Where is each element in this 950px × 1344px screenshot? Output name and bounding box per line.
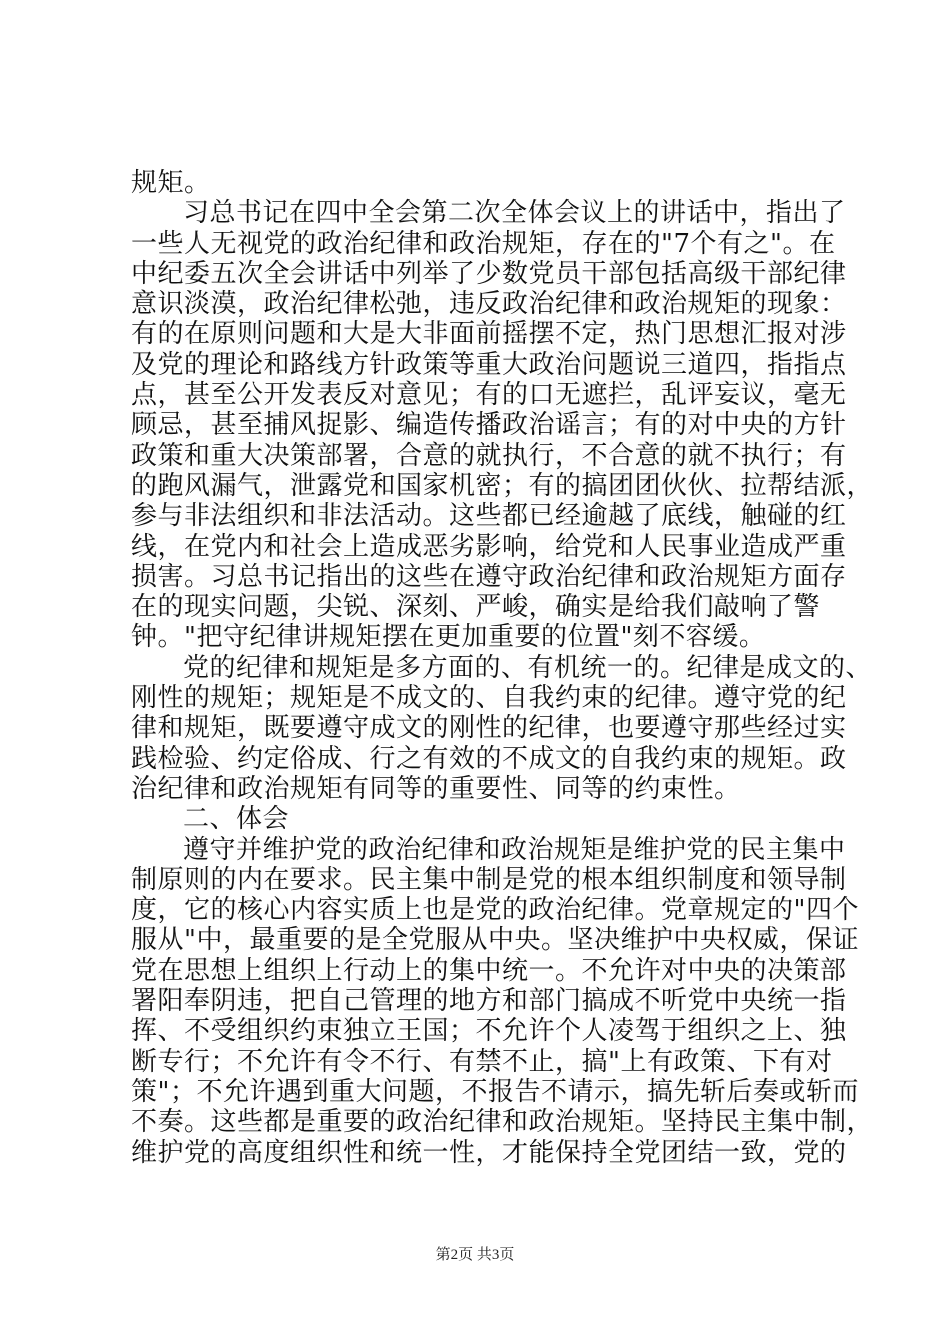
text-line: 一些人无视党的政治纪律和政治规矩，存在的"7个有之"。在 — [131, 228, 836, 259]
text-line: 顾忌，甚至捕风捉影、编造传播政治谣言；有的对中央的方针 — [131, 410, 847, 441]
text-line: 意识淡漠，政治纪律松弛，违反政治纪律和政治规矩的现象： — [131, 289, 847, 320]
text-line: 维护党的高度组织性和统一性，才能保持全党团结一致，党的 — [131, 1137, 847, 1168]
text-line: 的跑风漏气，泄露党和国家机密；有的搞团团伙伙、拉帮结派， — [131, 470, 874, 501]
text-line: 挥、不受组织约束独立王国；不允许个人凌驾于组织之上、独 — [131, 1016, 847, 1047]
text-line: 不奏。这些都是重要的政治纪律和政治规矩。坚持民主集中制， — [131, 1107, 874, 1138]
text-line: 习总书记在四中全会第二次全体会议上的讲话中，指出了 — [183, 198, 846, 229]
text-line: 损害。习总书记指出的这些在遵守政治纪律和政治规矩方面存 — [131, 561, 847, 592]
text-line: 规矩。 — [131, 168, 211, 198]
text-line: 二、体会 — [183, 804, 290, 835]
text-line: 律和规矩，既要遵守成文的刚性的纪律，也要遵守那些经过实 — [131, 713, 847, 744]
text-line: 及党的理论和路线方针政策等重大政治问题说三道四，指指点 — [131, 349, 847, 380]
text-line: 政策和重大决策部署，合意的就执行，不合意的就不执行；有 — [131, 440, 847, 471]
text-line: 度，它的核心内容实质上也是党的政治纪律。党章规定的"四个 — [131, 895, 859, 926]
text-line: 刚性的规矩；规矩是不成文的、自我约束的纪律。遵守党的纪 — [131, 683, 847, 714]
text-line: 中纪委五次全会讲话中列举了少数党员干部包括高级干部纪律 — [131, 258, 847, 289]
text-line: 线，在党内和社会上造成恶劣影响，给党和人民事业造成严重 — [131, 531, 847, 562]
text-line: 服从"中，最重要的是全党服从中央。坚决维护中央权威，保证 — [131, 925, 859, 956]
text-line: 署阳奉阴违，把自己管理的地方和部门搞成不听党中央统一指 — [131, 986, 847, 1017]
text-line: 在的现实问题，尖锐、深刻、严峻，确实是给我们敲响了警 — [131, 592, 821, 623]
text-line: 断专行；不允许有令不行、有禁不止，搞"上有政策、下有对 — [131, 1046, 833, 1077]
text-line: 钟。"把守纪律讲规矩摆在更加重要的位置"刻不容缓。 — [131, 622, 766, 653]
text-line: 党在思想上组织上行动上的集中统一。不允许对中央的决策部 — [131, 955, 847, 986]
text-line: 遵守并维护党的政治纪律和政治规矩是维护党的民主集中 — [183, 834, 846, 865]
text-line: 参与非法组织和非法活动。这些都已经逾越了底线，触碰的红 — [131, 501, 847, 532]
document-body — [131, 168, 874, 1168]
text-line: 党的纪律和规矩是多方面的、有机统一的。纪律是成文的、 — [183, 652, 873, 683]
text-line: 制原则的内在要求。民主集中制是党的根本组织制度和领导制 — [131, 864, 847, 895]
text-line: 策"；不允许遇到重大问题，不报告不请示，搞先斩后奏或斩而 — [131, 1076, 859, 1107]
text-line: 有的在原则问题和大是大非面前摇摆不定，热门思想汇报对涉 — [131, 319, 847, 350]
text-line: 治纪律和政治规矩有同等的重要性、同等的约束性。 — [131, 773, 741, 804]
page-footer: 第2页 共3页 — [435, 1247, 515, 1263]
text-line: 点，甚至公开发表反对意见；有的口无遮拦，乱评妄议，毫无 — [131, 380, 847, 411]
text-line: 践检验、约定俗成、行之有效的不成文的自我约束的规矩。政 — [131, 743, 847, 774]
